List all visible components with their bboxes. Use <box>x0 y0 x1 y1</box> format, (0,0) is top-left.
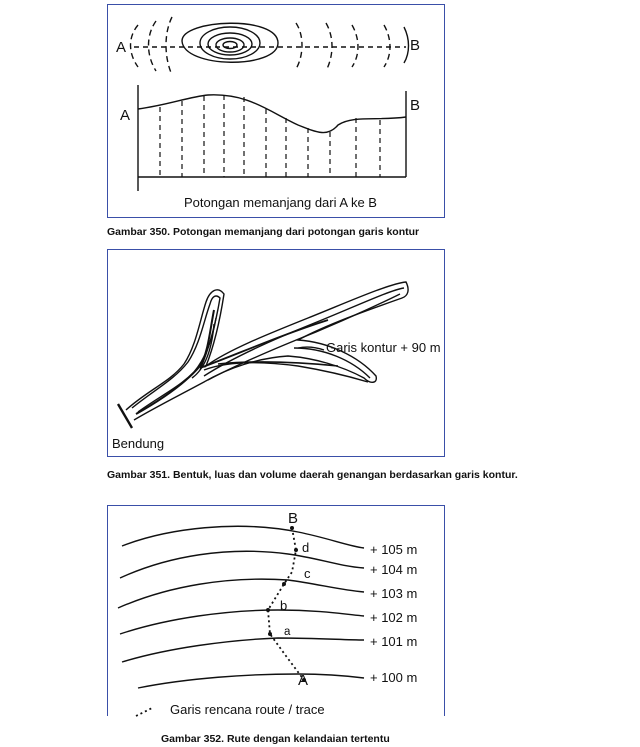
route-point-d-label: d <box>302 540 310 555</box>
contour-profile-drawing <box>108 5 446 219</box>
point-a-profile-label: A <box>120 107 131 124</box>
dam-label: Bendung <box>112 436 165 451</box>
route-point-a-label: A <box>298 672 309 689</box>
figure-350-frame <box>107 4 445 218</box>
contour-90m-label: Garis kontur + 90 m <box>326 340 441 355</box>
route-point-c-label: c <box>304 566 311 581</box>
point-b-profile-label: B <box>410 97 421 114</box>
contour-102m-label: + 102 m <box>370 610 418 625</box>
contour-104m-label: + 104 m <box>370 562 418 577</box>
contour-105m-label: + 105 m <box>370 542 418 557</box>
contour-103m-label: + 103 m <box>370 586 418 601</box>
route-legend-label: Garis rencana route / trace <box>170 702 325 717</box>
route-point-b-label: B <box>288 510 299 527</box>
figure-351-caption: Gambar 351. Bentuk, luas dan volume daerah genangan berdasarkan garis kontur. <box>107 469 518 481</box>
route-point-a-small-label: a <box>284 626 291 638</box>
point-b-plan-label: B <box>410 37 421 54</box>
figure-351-frame <box>107 249 445 457</box>
profile-caption: Potongan memanjang dari A ke B <box>184 195 377 210</box>
contour-101m-label: + 101 m <box>370 634 418 649</box>
figure-352-caption: Gambar 352. Rute dengan kelandaian tertentu <box>161 733 390 745</box>
figure-350-caption: Gambar 350. Potongan memanjang dari potongan garis kontur <box>107 226 420 238</box>
route-point-b-small-label: b <box>280 598 288 613</box>
contour-100m-label: + 100 m <box>370 670 418 685</box>
point-a-plan-label: A <box>116 39 127 56</box>
figure-352-frame <box>107 505 445 716</box>
